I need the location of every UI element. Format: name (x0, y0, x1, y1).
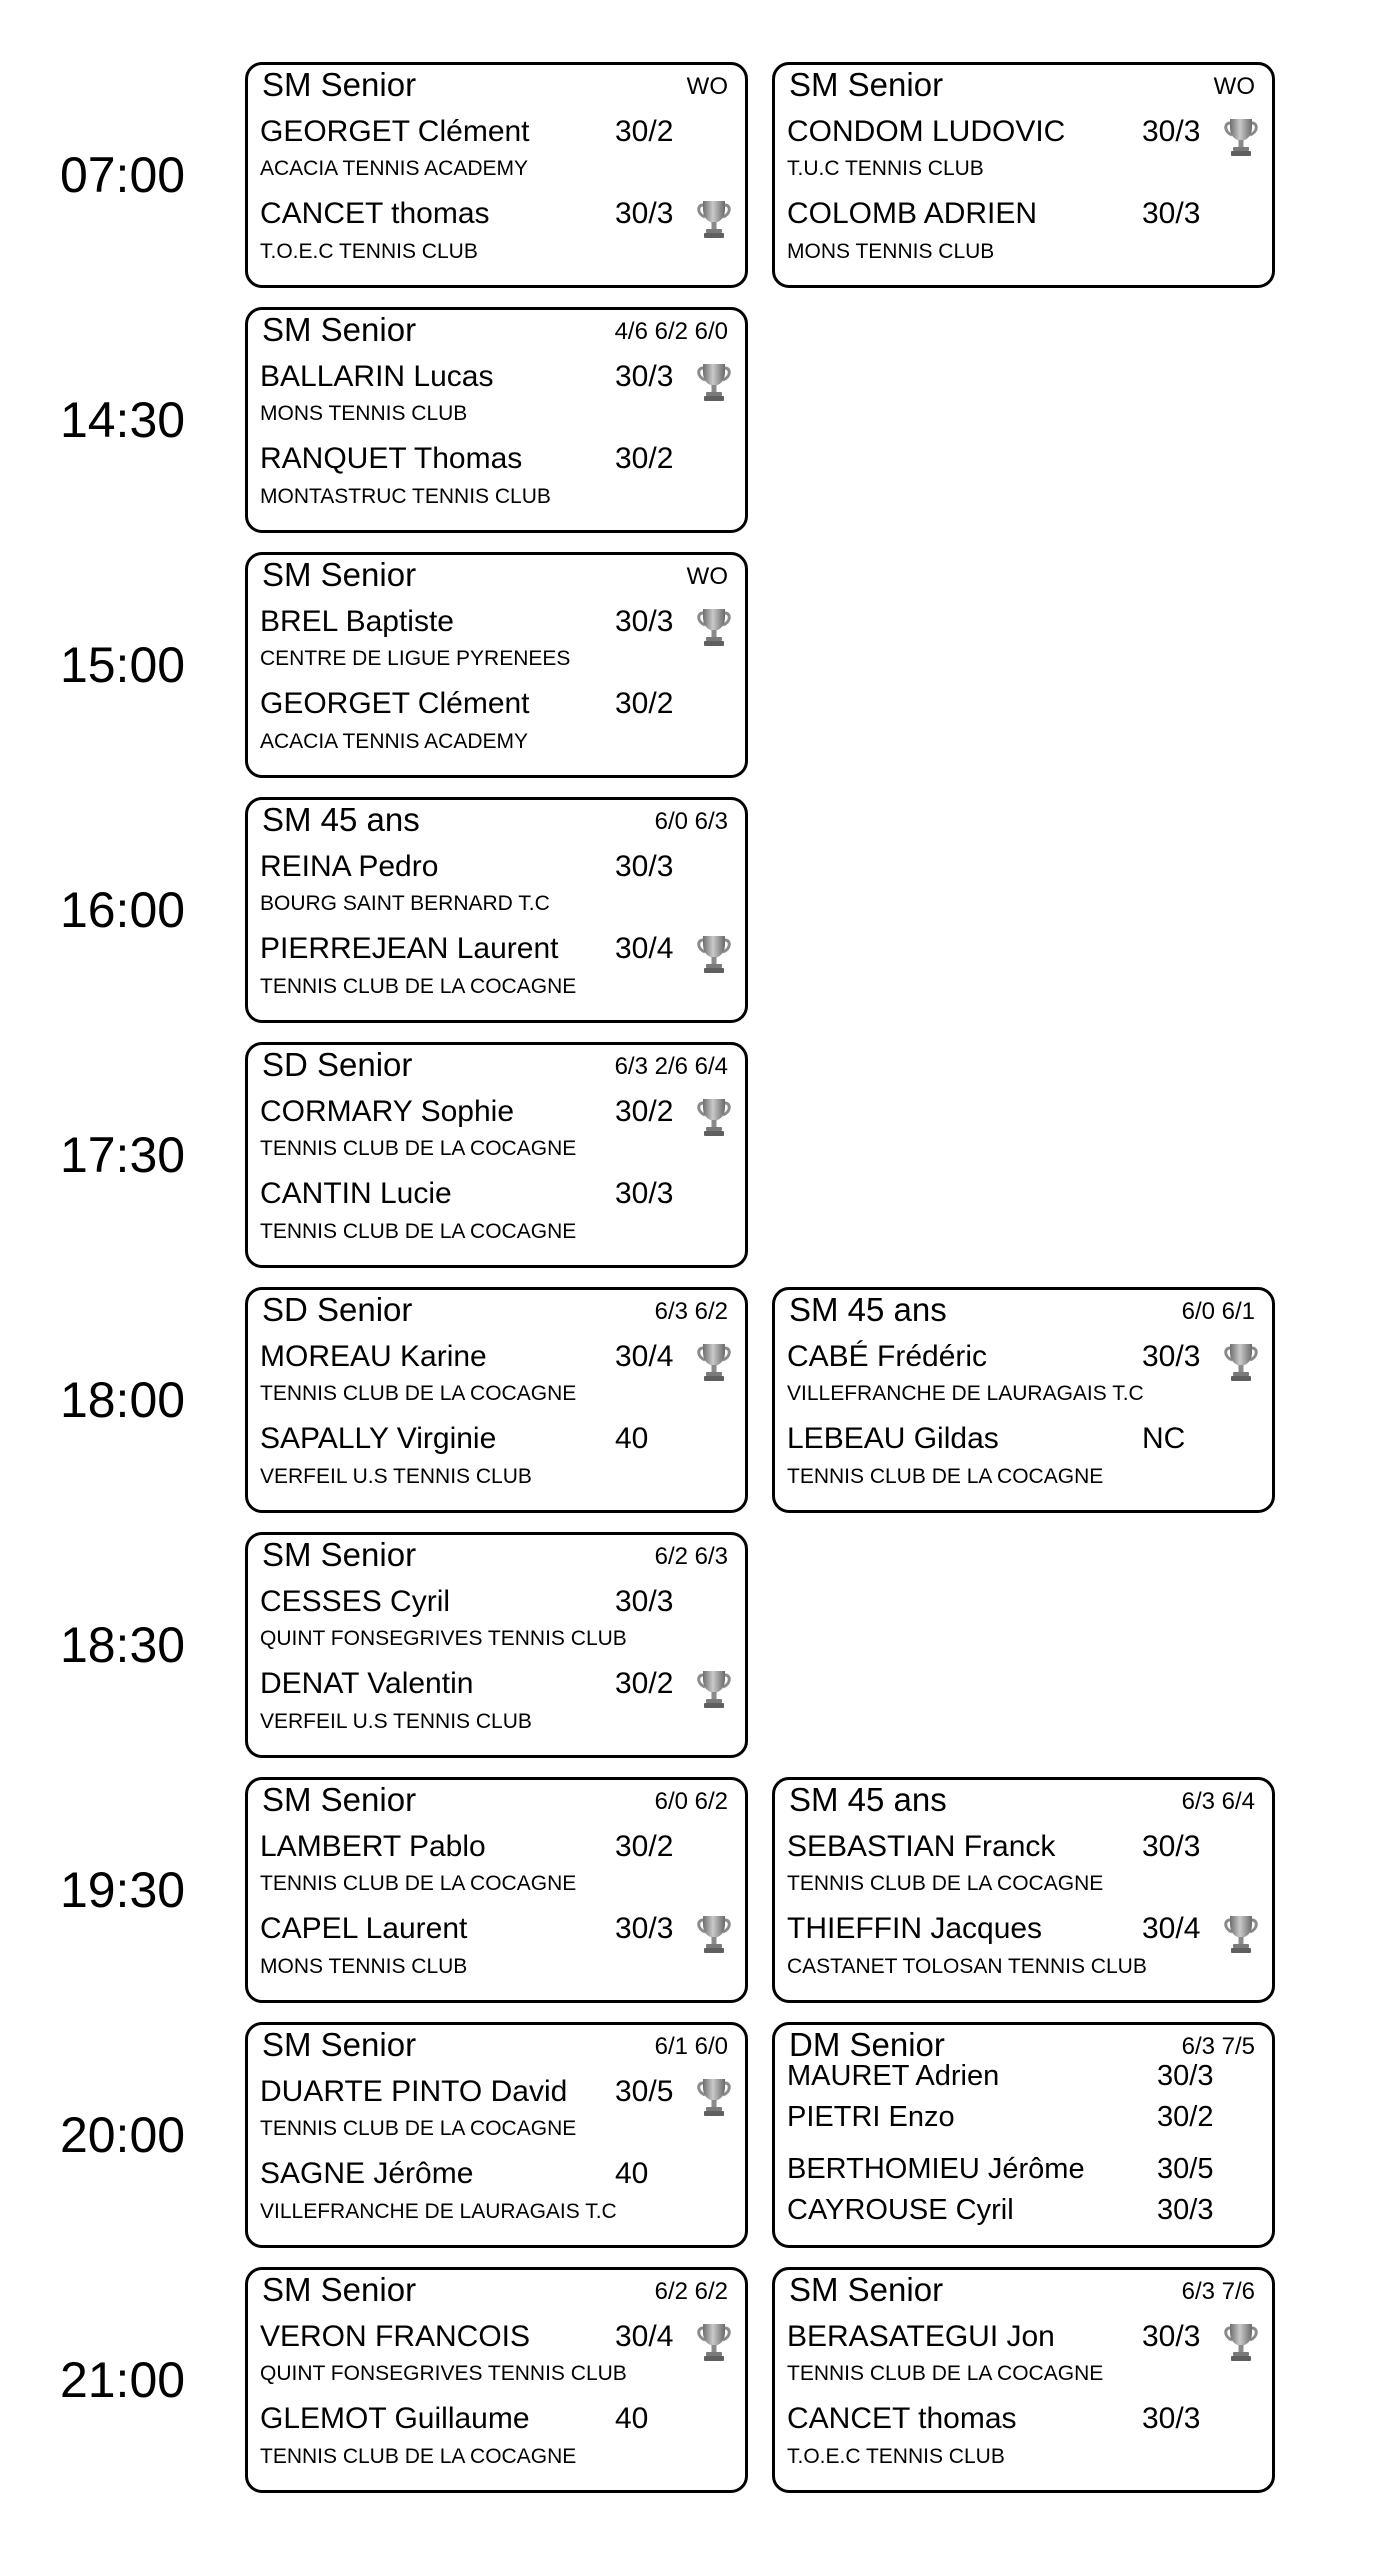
player-name: SAGNE Jérôme (260, 2157, 474, 2190)
time-label: 14:30 (59, 392, 186, 448)
player-club: TENNIS CLUB DE LA COCAGNE (260, 975, 577, 998)
player-ranking: 30/3 (1142, 197, 1201, 230)
player-ranking: 30/3 (615, 1177, 674, 1210)
player-ranking: 30/4 (615, 1340, 674, 1373)
match-score: 6/0 6/3 (654, 808, 728, 835)
match-score: 6/3 2/6 6/4 (614, 1053, 728, 1080)
trophy-icon (696, 607, 732, 647)
match-score: WO (1213, 73, 1255, 100)
player-club: CENTRE DE LIGUE PYRENEES (260, 647, 571, 670)
match-card[interactable] (245, 1532, 748, 1758)
player-ranking: 30/3 (1142, 115, 1201, 148)
match-score: 6/2 6/3 (654, 1543, 728, 1570)
match-category: DM Senior (789, 2026, 945, 2063)
match-category: SM Senior (262, 556, 417, 593)
match-score: 6/3 7/5 (1181, 2033, 1255, 2060)
match-category: SM Senior (789, 2271, 944, 2308)
player-name: LEBEAU Gildas (787, 1422, 999, 1455)
player-club: T.O.E.C TENNIS CLUB (260, 240, 478, 263)
time-slot-row (0, 552, 1388, 778)
match-category: SM Senior (789, 66, 944, 103)
player-name: CAPEL Laurent (260, 1912, 468, 1945)
time-slot-row (0, 797, 1388, 1023)
player-name: CONDOM LUDOVIC (787, 115, 1066, 148)
player-name: CANCET thomas (787, 2402, 1017, 2435)
player-ranking: 30/2 (1157, 2101, 1214, 2133)
player-name: THIEFFIN Jacques (787, 1912, 1043, 1945)
time-slot-row (0, 1777, 1388, 2003)
player-name: GEORGET Clément (260, 115, 530, 148)
trophy-icon (696, 2077, 732, 2117)
player-ranking: 30/3 (1157, 2060, 1214, 2092)
player-ranking: 30/3 (615, 197, 674, 230)
player-club: VILLEFRANCHE DE LAURAGAIS T.C (260, 2200, 617, 2223)
player-ranking: 30/5 (615, 2075, 674, 2108)
player-name: PIETRI Enzo (787, 2101, 955, 2133)
player-ranking: 30/2 (615, 687, 674, 720)
match-card[interactable] (245, 62, 748, 288)
match-score: 6/0 6/1 (1181, 1298, 1255, 1325)
match-score: 6/3 7/6 (1181, 2278, 1255, 2305)
player-ranking: 40 (615, 2157, 649, 2190)
trophy-icon (696, 199, 732, 239)
player-name: PIERREJEAN Laurent (260, 932, 559, 965)
player-club: TENNIS CLUB DE LA COCAGNE (787, 1872, 1104, 1895)
trophy-icon (696, 934, 732, 974)
player-ranking: 30/5 (1157, 2153, 1214, 2185)
match-score: 4/6 6/2 6/0 (614, 318, 728, 345)
time-slot-row (0, 1532, 1388, 1758)
player-club: BOURG SAINT BERNARD T.C (260, 892, 550, 915)
player-name: MAURET Adrien (787, 2060, 1000, 2092)
player-ranking: 30/2 (615, 442, 674, 475)
time-slot-row (0, 2022, 1388, 2248)
time-label: 19:30 (59, 1862, 186, 1918)
player-name: SEBASTIAN Franck (787, 1830, 1056, 1863)
player-ranking: 30/2 (615, 1667, 674, 1700)
player-club: TENNIS CLUB DE LA COCAGNE (260, 2117, 577, 2140)
match-card[interactable] (772, 1777, 1275, 2003)
time-label: 18:30 (59, 1617, 186, 1673)
player-ranking: 30/3 (1157, 2194, 1214, 2226)
match-score: 6/2 6/2 (654, 2278, 728, 2305)
match-card[interactable] (245, 307, 748, 533)
player-ranking: 30/2 (615, 1830, 674, 1863)
player-ranking: 30/2 (615, 1095, 674, 1128)
player-ranking: 30/4 (615, 2320, 674, 2353)
match-card[interactable] (245, 2022, 748, 2248)
time-label: 17:30 (59, 1127, 186, 1183)
player-name: REINA Pedro (260, 850, 439, 883)
time-label: 16:00 (59, 882, 186, 938)
player-club: TENNIS CLUB DE LA COCAGNE (260, 1872, 577, 1895)
player-ranking: 30/3 (615, 1912, 674, 1945)
player-ranking: 30/4 (1142, 1912, 1201, 1945)
time-slot-row (0, 2267, 1388, 2493)
player-name: CABÉ Frédéric (787, 1340, 988, 1373)
match-category: SD Senior (262, 1291, 413, 1328)
time-label: 15:00 (59, 637, 186, 693)
match-score: 6/3 6/2 (654, 1298, 728, 1325)
match-category: SM 45 ans (262, 801, 420, 838)
player-name: LAMBERT Pablo (260, 1830, 486, 1863)
player-ranking: 30/3 (615, 850, 674, 883)
player-ranking: 40 (615, 2402, 649, 2435)
trophy-icon (696, 362, 732, 402)
match-category: SM Senior (262, 311, 417, 348)
match-category: SM Senior (262, 2271, 417, 2308)
player-name: GEORGET Clément (260, 687, 530, 720)
match-category: SM 45 ans (789, 1291, 947, 1328)
player-name: CAYROUSE Cyril (787, 2194, 1014, 2226)
player-name: MOREAU Karine (260, 1340, 487, 1373)
player-club: VERFEIL U.S TENNIS CLUB (260, 1465, 532, 1488)
match-category: SD Senior (262, 1046, 413, 1083)
player-name: BERTHOMIEU Jérôme (787, 2153, 1085, 2185)
player-club: T.O.E.C TENNIS CLUB (787, 2445, 1005, 2468)
player-club: TENNIS CLUB DE LA COCAGNE (787, 2362, 1104, 2385)
player-club: CASTANET TOLOSAN TENNIS CLUB (787, 1955, 1147, 1978)
player-club: TENNIS CLUB DE LA COCAGNE (260, 1382, 577, 1405)
player-ranking: 30/3 (615, 360, 674, 393)
match-score: WO (686, 563, 728, 590)
trophy-icon (1223, 1342, 1259, 1382)
player-club: VERFEIL U.S TENNIS CLUB (260, 1710, 532, 1733)
player-name: SAPALLY Virginie (260, 1422, 497, 1455)
time-label: 20:00 (59, 2107, 186, 2163)
match-score: 6/1 6/0 (654, 2033, 728, 2060)
time-label: 21:00 (59, 2352, 186, 2408)
player-club: QUINT FONSEGRIVES TENNIS CLUB (260, 2362, 627, 2385)
match-card[interactable] (772, 62, 1275, 288)
player-ranking: NC (1142, 1422, 1186, 1455)
player-club: ACACIA TENNIS ACADEMY (260, 730, 529, 753)
player-name: BERASATEGUI Jon (787, 2320, 1055, 2353)
player-name: VERON FRANCOIS (260, 2320, 531, 2353)
time-slot-row (0, 1287, 1388, 1513)
player-club: MONS TENNIS CLUB (260, 1955, 468, 1978)
player-ranking: 30/4 (615, 932, 674, 965)
match-category: SM 45 ans (789, 1781, 947, 1818)
match-score: 6/0 6/2 (654, 1788, 728, 1815)
player-club: TENNIS CLUB DE LA COCAGNE (787, 1465, 1104, 1488)
player-club: TENNIS CLUB DE LA COCAGNE (260, 1220, 577, 1243)
player-club: T.U.C TENNIS CLUB (787, 157, 984, 180)
player-name: CORMARY Sophie (260, 1095, 515, 1128)
player-ranking: 30/3 (1142, 1340, 1201, 1373)
trophy-icon (696, 1097, 732, 1137)
match-card[interactable] (245, 2267, 748, 2493)
player-name: CANCET thomas (260, 197, 490, 230)
player-club: VILLEFRANCHE DE LAURAGAIS T.C (787, 1382, 1144, 1405)
player-ranking: 30/3 (615, 1585, 674, 1618)
match-card[interactable] (245, 1042, 748, 1268)
player-ranking: 30/3 (1142, 2402, 1201, 2435)
player-name: COLOMB ADRIEN (787, 197, 1038, 230)
player-name: CESSES Cyril (260, 1585, 451, 1618)
match-category: SM Senior (262, 66, 417, 103)
player-name: BREL Baptiste (260, 605, 454, 638)
trophy-icon (696, 1914, 732, 1954)
match-category: SM Senior (262, 2026, 417, 2063)
player-ranking: 30/3 (1142, 1830, 1201, 1863)
match-card[interactable] (772, 1287, 1275, 1513)
player-name: GLEMOT Guillaume (260, 2402, 530, 2435)
player-name: RANQUET Thomas (260, 442, 523, 475)
match-card[interactable] (245, 1287, 748, 1513)
match-score: 6/3 6/4 (1181, 1788, 1255, 1815)
player-ranking: 40 (615, 1422, 649, 1455)
trophy-icon (1223, 117, 1259, 157)
time-slot-row (0, 62, 1388, 288)
player-club: MONS TENNIS CLUB (260, 402, 468, 425)
player-club: ACACIA TENNIS ACADEMY (260, 157, 529, 180)
player-club: MONTASTRUC TENNIS CLUB (260, 485, 551, 508)
player-name: CANTIN Lucie (260, 1177, 452, 1210)
time-label: 18:00 (59, 1372, 186, 1428)
match-card[interactable] (245, 797, 748, 1023)
time-label: 07:00 (59, 147, 186, 203)
player-club: TENNIS CLUB DE LA COCAGNE (260, 2445, 577, 2468)
time-slot-row (0, 307, 1388, 533)
player-club: TENNIS CLUB DE LA COCAGNE (260, 1137, 577, 1160)
trophy-icon (696, 1669, 732, 1709)
match-category: SM Senior (262, 1781, 417, 1818)
time-slot-row (0, 1042, 1388, 1268)
trophy-icon (696, 1342, 732, 1382)
trophy-icon (696, 2322, 732, 2362)
match-category: SM Senior (262, 1536, 417, 1573)
match-card[interactable] (245, 1777, 748, 2003)
match-card[interactable] (245, 552, 748, 778)
match-card[interactable] (772, 2267, 1275, 2493)
player-ranking: 30/3 (615, 605, 674, 638)
player-name: DENAT Valentin (260, 1667, 474, 1700)
player-name: BALLARIN Lucas (260, 360, 494, 393)
player-club: QUINT FONSEGRIVES TENNIS CLUB (260, 1627, 627, 1650)
player-ranking: 30/3 (1142, 2320, 1201, 2353)
trophy-icon (1223, 1914, 1259, 1954)
player-ranking: 30/2 (615, 115, 674, 148)
match-score: WO (686, 73, 728, 100)
player-club: MONS TENNIS CLUB (787, 240, 995, 263)
trophy-icon (1223, 2322, 1259, 2362)
player-name: DUARTE PINTO David (260, 2075, 568, 2108)
match-card[interactable] (772, 2022, 1275, 2248)
